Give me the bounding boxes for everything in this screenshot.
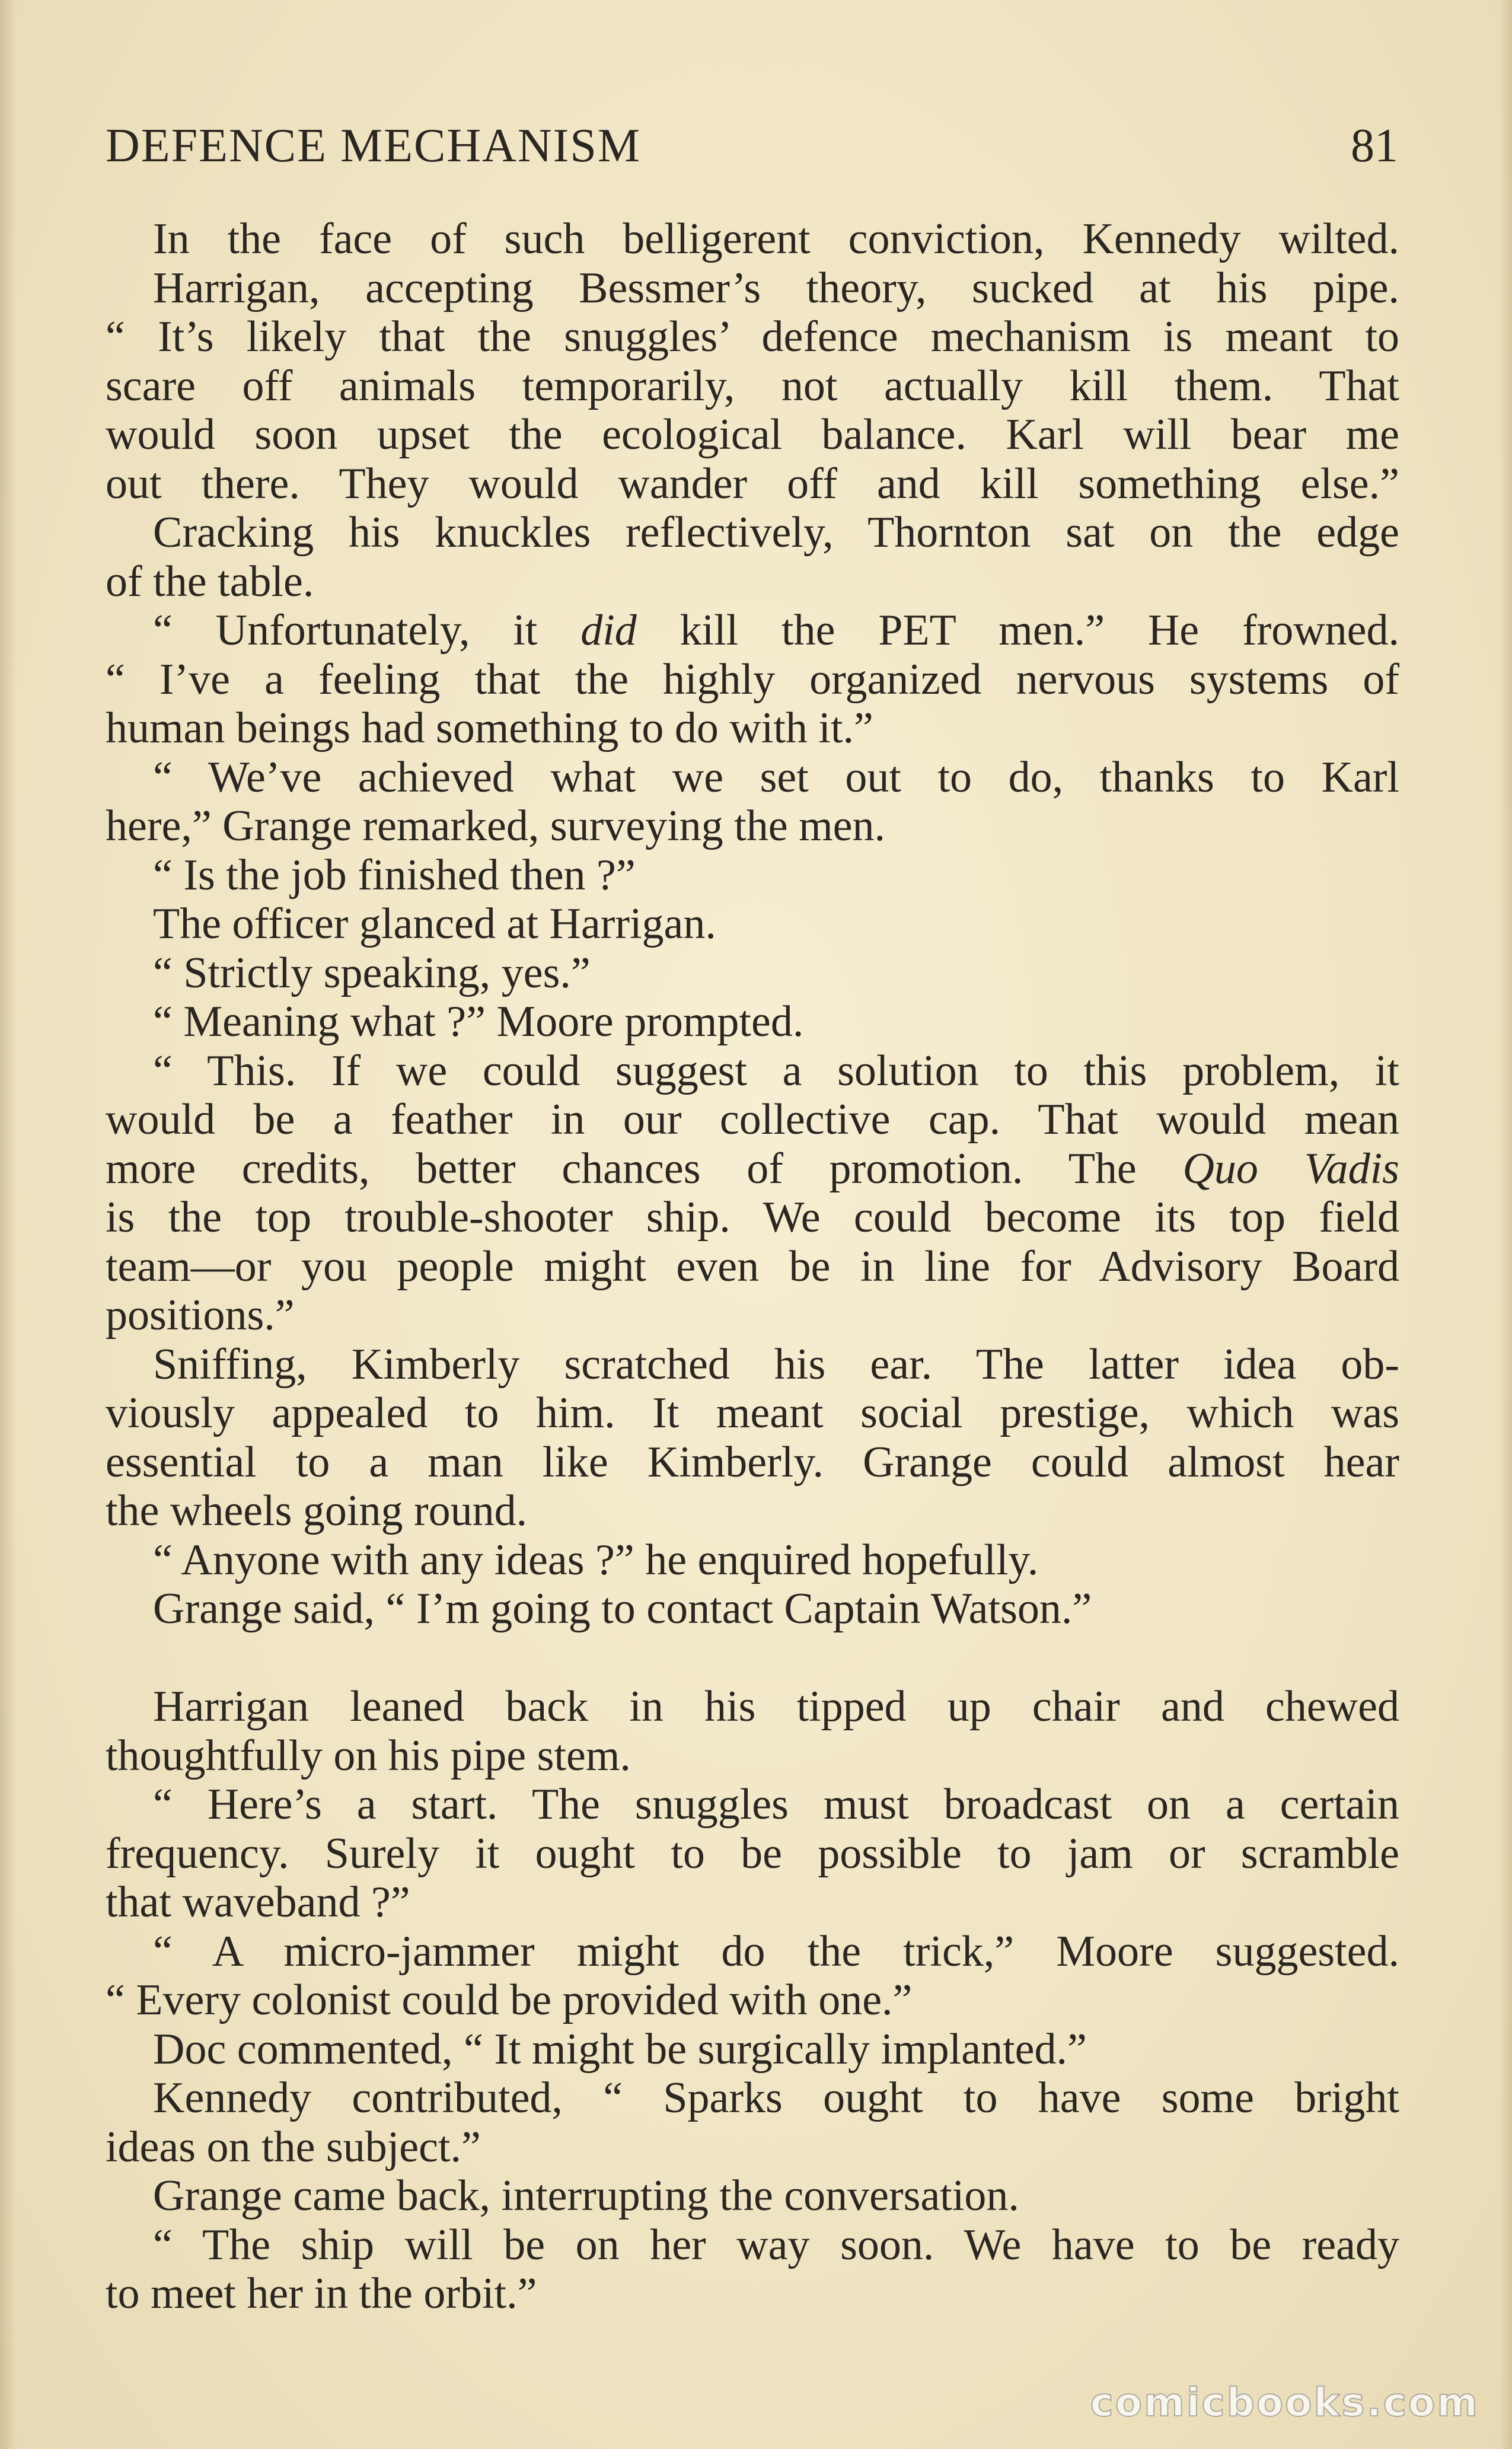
text-line: “ Is the job finished then ?” [153,850,636,900]
text-line: “ Every colonist could be provided with one.” [106,1976,913,2024]
text-line: team—or you people might even be in line for Advisory Board [106,1242,1399,1291]
text-line: here,” Grange remarked, surveying the men. [106,802,885,850]
body-text [106,215,1399,2319]
text-line: “ I’ve a feeling that the highly organized nervous systems of [106,655,1399,704]
text-line: out there. They would wander off and kill something else.” [106,459,1399,508]
text-line: “ Meaning what ?” Moore prompted. [153,997,804,1046]
text-line: would be a feather in our collective cap. That would mean [106,1095,1399,1144]
text-line: human beings had something to do with it.” [106,704,873,752]
text-segment: more credits, better chances of promotion. The [106,1144,1137,1193]
text-line [106,606,1399,655]
watermark: comicbooks.com [1090,2380,1479,2425]
running-head [106,116,1398,176]
section-break [106,1634,1399,1683]
text-line: “ Here’s a start. The snuggles must broadcast on a certain [153,1780,1399,1829]
text-line: to meet her in the orbit.” [106,2269,537,2318]
text-line: Doc commented, “ It might be surgically implanted.” [153,2024,1087,2074]
text-line: essential to a man like Kimberly. Grange could almost hear [106,1437,1399,1487]
page-number: 81 [1351,120,1398,172]
text-line: Sniffing, Kimberly scratched his ear. The latter idea ob- [153,1340,1399,1389]
text-line [106,1144,1399,1194]
text-line: Kennedy contributed, “ Sparks ought to have some bright [153,2074,1399,2122]
page-left-shadow [0,0,17,2449]
text-line: “ Anyone with any ideas ?” he enquired hopefully. [153,1535,1039,1584]
italic-emphasis: did [580,606,637,655]
text-line: The officer glanced at Harrigan. [153,900,716,948]
text-line: that waveband ?” [106,1878,410,1927]
text-line: Grange said, “ I’m going to contact Captain Watson.” [153,1584,1092,1633]
text-line: Cracking his knuckles reflectively, Thornton sat on the edge [153,508,1399,557]
text-line: “ We’ve achieved what we set out to do, thanks to Karl [153,752,1399,802]
text-segment: “ Unfortunately, it [153,606,538,655]
text-line: the wheels going round. [106,1487,528,1535]
text-segment: kill the PET men.” He frowned. [680,606,1400,655]
text-line: viously appealed to him. It meant social prestige, which was [106,1389,1399,1437]
ship-name: Quo Vadis [1182,1144,1399,1193]
page-right-shadow [1499,0,1512,2449]
text-line: ideas on the subject.” [106,2122,481,2171]
text-line: frequency. Surely it ought to be possible to jam or scramble [106,1829,1399,1878]
text-line: “ A micro-jammer might do the trick,” Moore suggested. [153,1927,1399,1976]
text-line: Harrigan leaned back in his tipped up chair and chewed [153,1682,1399,1731]
running-title: DEFENCE MECHANISM [106,120,641,172]
text-line: “ The ship will be on her way soon. We have to be ready [153,2220,1399,2269]
text-line: scare off animals temporarily, not actually kill them. That [106,361,1399,410]
text-line: Harrigan, accepting Bessmer’s theory, sucked at his pipe. [153,263,1399,312]
text-line: In the face of such belligerent conviction, Kennedy wilted. [153,215,1399,263]
text-line: would soon upset the ecological balance. Karl will bear me [106,410,1399,459]
text-line: is the top trouble-shooter ship. We could become its top field [106,1193,1399,1242]
text-line: thoughtfully on his pipe stem. [106,1731,631,1780]
text-line: “ Strictly speaking, yes.” [153,948,591,997]
text-line: positions.” [106,1291,295,1340]
text-line: “ It’s likely that the snuggles’ defence mechanism is meant to [106,312,1399,361]
text-line: Grange came back, interrupting the conversation. [153,2171,1019,2220]
text-line: “ This. If we could suggest a solution to this problem, it [153,1046,1399,1095]
text-line: of the table. [106,557,314,606]
